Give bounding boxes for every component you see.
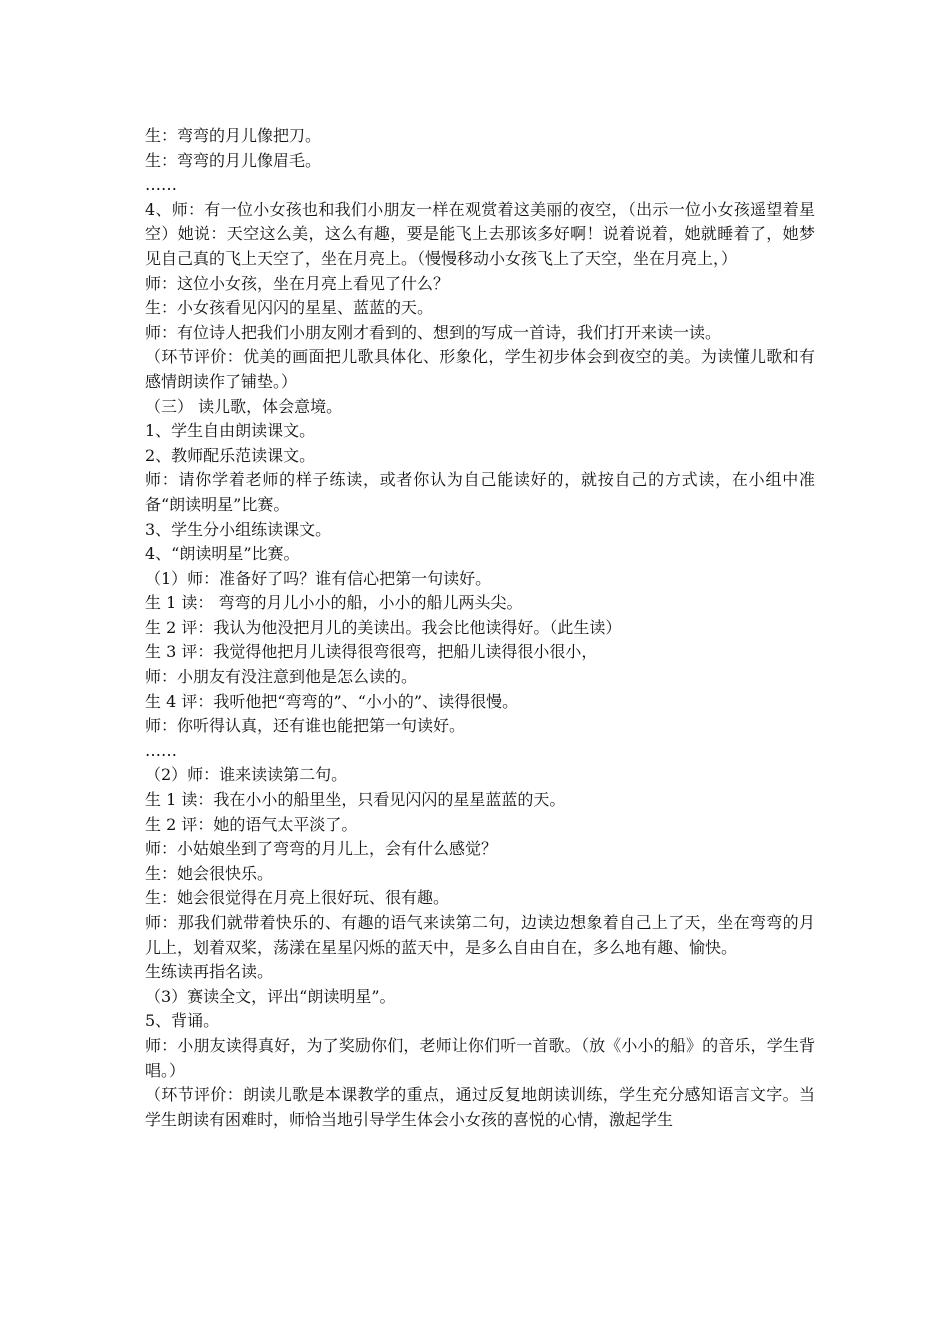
section-heading: （三） 读儿歌，体会意境。 bbox=[145, 396, 343, 416]
paragraph: 师：那我们就带着快乐的、有趣的语气来读第二句，边读边想象着自己上了天，坐在弯弯的月儿上，划着双桨，荡漾在星星闪烁的蓝天中，是多么自由自在，多么地有趣、愉快。 bbox=[145, 913, 815, 957]
ellipsis-line: …… bbox=[145, 175, 177, 195]
paragraph: 生：她会很快乐。 bbox=[145, 863, 274, 883]
paragraph: 生：她会很觉得在月亮上很好玩、很有趣。 bbox=[145, 888, 450, 908]
paragraph: 生 2 评：我认为他没把月儿的美读出。我会比他读得好。（此生读） bbox=[145, 617, 622, 637]
paragraph: 师：你听得认真，还有谁也能把第一句读好。 bbox=[145, 716, 466, 736]
paragraph: 2、教师配乐范读课文。 bbox=[145, 445, 316, 465]
paragraph: 1、学生自由朗读课文。 bbox=[145, 421, 316, 441]
paragraph: （3）赛读全文，评出“朗读明星”。 bbox=[145, 986, 396, 1006]
paragraph: 师：小朋友读得真好，为了奖励你们，老师让你们听一首歌。（放《小小的船》的音乐，学生背唱。） bbox=[145, 1035, 815, 1080]
paragraph: 生 2 评：她的语气太平淡了。 bbox=[145, 814, 358, 834]
paragraph: 师：这位小女孩，坐在月亮上看见了什么？ bbox=[145, 273, 450, 293]
paragraph: 生：小女孩看见闪闪的星星、蓝蓝的天。 bbox=[145, 298, 434, 318]
paragraph: 师：有位诗人把我们小朋友刚才看到的、想到的写成一首诗，我们打开来读一读。 bbox=[145, 322, 722, 342]
paragraph: 生：弯弯的月儿像把刀。 bbox=[145, 126, 322, 145]
evaluation-note: （环节评价：朗读儿歌是本课教学的重点，通过反复地朗读训练，学生充分感知语言文字。当学生朗读有困难时，师恰当地引导学生体会小女孩的喜悦的心情，激起学生 bbox=[145, 1085, 815, 1129]
evaluation-note: （环节评价：优美的画面把儿歌具体化、形象化，学生初步体会到夜空的美。为读懂儿歌和有感情朗读作了铺垫。） bbox=[145, 347, 815, 391]
paragraph: 师：请你学着老师的样子练读，或者你认为自己能读好的，就按自己的方式读，在小组中准备“朗读明星”比赛。 bbox=[145, 470, 815, 514]
paragraph: （1）师：准备好了吗？谁有信心把第一句读好。 bbox=[145, 568, 492, 588]
paragraph: 生 1 读：我在小小的船里坐，只看见闪闪的星星蓝蓝的天。 bbox=[145, 790, 566, 810]
paragraph: 4、“朗读明星”比赛。 bbox=[145, 544, 300, 564]
paragraph: （2）师：谁来读读第二句。 bbox=[145, 765, 348, 785]
paragraph: 生 1 读： 弯弯的月儿小小的船，小小的船儿两头尖。 bbox=[145, 593, 523, 613]
paragraph: 师：小朋友有没注意到他是怎么读的。 bbox=[145, 667, 418, 687]
paragraph: 生 3 评：我觉得他把月儿读得很弯很弯，把船儿读得很小很小， bbox=[145, 642, 598, 662]
paragraph: 生 4 评：我听他把“弯弯的”、“小小的”、读得很慢。 bbox=[145, 691, 519, 711]
document-body bbox=[145, 124, 815, 1132]
paragraph: 3、学生分小组练读课文。 bbox=[145, 519, 332, 539]
ellipsis-line: …… bbox=[145, 740, 177, 760]
paragraph: 5、背诵。 bbox=[145, 1011, 220, 1031]
paragraph: 生练读再指名读。 bbox=[145, 962, 274, 982]
paragraph: 师：小姑娘坐到了弯弯的月儿上，会有什么感觉？ bbox=[145, 839, 498, 859]
paragraph: 4、师：有一位小女孩也和我们小朋友一样在观赏着这美丽的夜空，（出示一位小女孩遥望着星空）她说：天空这么美，这么有趣，要是能飞上去那该多好啊！说着说着，她就睡着了，她梦见自己真的飞上天空了，坐在月亮上。（慢慢移动小女孩飞上了天空，坐在月亮上，） bbox=[145, 199, 815, 268]
paragraph: 生：弯弯的月儿像眉毛。 bbox=[145, 150, 322, 170]
